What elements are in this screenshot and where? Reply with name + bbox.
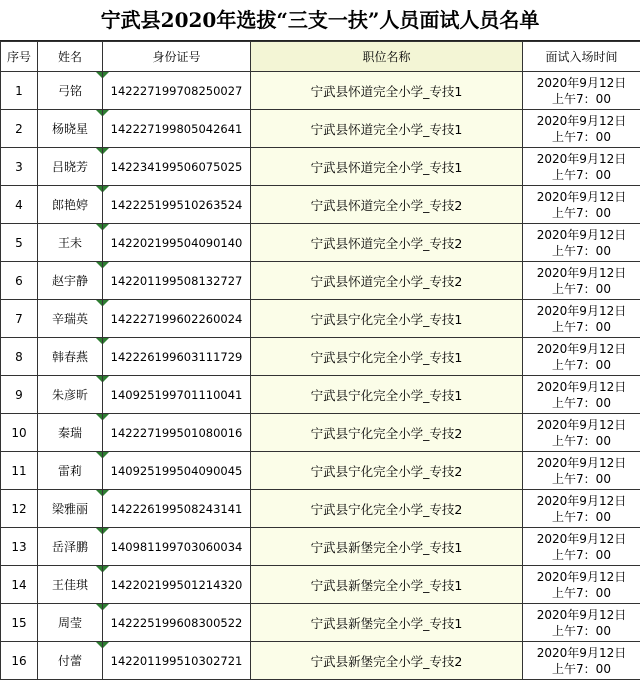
name-text: 赵宇静 [51,274,88,288]
id-text: 142202199501214320 [110,577,243,592]
entry-date: 2020年9月12日 [536,341,627,356]
cell-id-number [103,72,251,110]
name-text: 雷莉 [57,464,82,478]
comment-flag-icon [96,566,102,572]
cell-entry-time [523,452,640,490]
cell-id-number [103,414,251,452]
entry-clock: 上午7：00 [552,205,611,220]
entry-date: 2020年9月12日 [536,75,627,90]
cell-entry-time [523,414,640,452]
cell-entry-time [523,528,640,566]
cell-position: 宁武县宁化完全小学_专技2 [251,452,523,490]
entry-clock: 上午7：00 [552,319,611,334]
name-text: 韩春燕 [51,350,88,364]
table-row [1,224,640,262]
id-text: 140925199701110041 [110,387,243,402]
cell-entry-time [523,300,640,338]
cell-seq: 14 [1,566,38,604]
entry-date: 2020年9月12日 [536,531,627,546]
cell-entry-time [523,224,640,262]
cell-id-number [103,452,251,490]
text-number-flag-icon [103,72,109,78]
cell-name [38,148,103,186]
entry-date: 2020年9月12日 [536,151,627,166]
cell-position: 宁武县宁化完全小学_专技1 [251,338,523,376]
cell-entry-time [523,110,640,148]
name-text: 王未 [57,236,82,250]
cell-position: 宁武县怀道完全小学_专技1 [251,110,523,148]
name-text: 弓铭 [57,84,82,98]
name-text: 辛瑞英 [51,312,88,326]
table-row [1,490,640,528]
id-text: 142226199508243141 [110,501,243,516]
entry-date: 2020年9月12日 [536,455,627,470]
cell-name [38,566,103,604]
cell-name [38,72,103,110]
entry-date: 2020年9月12日 [536,569,627,584]
cell-entry-time [523,566,640,604]
entry-date: 2020年9月12日 [536,493,627,508]
text-number-flag-icon [103,414,109,420]
table-row [1,186,640,224]
cell-name [38,452,103,490]
text-number-flag-icon [103,110,109,116]
cell-name [38,376,103,414]
cell-id-number [103,110,251,148]
entry-clock: 上午7：00 [552,547,611,562]
cell-seq: 12 [1,490,38,528]
cell-name [38,604,103,642]
table-row [1,72,640,110]
cell-seq: 16 [1,642,38,680]
entry-clock: 上午7：00 [552,433,611,448]
cell-id-number [103,300,251,338]
cell-id-number [103,490,251,528]
cell-entry-time [523,604,640,642]
cell-seq: 15 [1,604,38,642]
id-text: 142225199510263524 [110,197,243,212]
table-row [1,452,640,490]
cell-id-number [103,262,251,300]
entry-date: 2020年9月12日 [536,379,627,394]
text-number-flag-icon [103,338,109,344]
comment-flag-icon [96,528,102,534]
text-number-flag-icon [103,186,109,192]
header-seq: 序号 [1,42,38,72]
cell-seq: 3 [1,148,38,186]
cell-name [38,528,103,566]
table-row [1,262,640,300]
comment-flag-icon [96,148,102,154]
id-text: 142202199504090140 [110,235,243,250]
interview-list-table [0,41,640,680]
name-text: 付蕾 [57,654,82,668]
entry-clock: 上午7：00 [552,281,611,296]
cell-entry-time [523,490,640,528]
comment-flag-icon [96,338,102,344]
cell-name [38,338,103,376]
entry-clock: 上午7：00 [552,509,611,524]
id-text: 142201199510302721 [110,653,243,668]
table-body [1,72,640,680]
page-title: 宁武县2020年选拔“三支一扶”人员面试人员名单 [0,0,640,41]
text-number-flag-icon [103,300,109,306]
entry-clock: 上午7：00 [552,357,611,372]
entry-clock: 上午7：00 [552,661,611,676]
name-text: 秦瑞 [57,426,82,440]
cell-position: 宁武县宁化完全小学_专技2 [251,414,523,452]
comment-flag-icon [96,376,102,382]
table-row [1,300,640,338]
name-text: 梁雅丽 [51,502,88,516]
header-name: 姓名 [38,42,103,72]
text-number-flag-icon [103,490,109,496]
name-text: 岳泽鹏 [51,540,88,554]
cell-name [38,490,103,528]
cell-id-number [103,148,251,186]
cell-position: 宁武县怀道完全小学_专技1 [251,148,523,186]
cell-entry-time [523,186,640,224]
entry-date: 2020年9月12日 [536,227,627,242]
cell-entry-time [523,376,640,414]
name-text: 周莹 [57,616,82,630]
entry-clock: 上午7：00 [552,167,611,182]
cell-name [38,414,103,452]
entry-date: 2020年9月12日 [536,607,627,622]
cell-name [38,224,103,262]
entry-date: 2020年9月12日 [536,265,627,280]
comment-flag-icon [96,490,102,496]
entry-clock: 上午7：00 [552,243,611,258]
table-row [1,110,640,148]
entry-clock: 上午7：00 [552,91,611,106]
cell-seq: 11 [1,452,38,490]
cell-name [38,300,103,338]
name-text: 王佳琪 [51,578,88,592]
cell-name [38,110,103,148]
table-row [1,642,640,680]
id-text: 142227199501080016 [110,425,243,440]
cell-position: 宁武县新堡完全小学_专技1 [251,528,523,566]
cell-seq: 13 [1,528,38,566]
id-text: 142227199708250027 [110,83,243,98]
id-text: 140925199504090045 [110,463,243,478]
comment-flag-icon [96,110,102,116]
name-text: 杨晓星 [51,122,88,136]
cell-id-number [103,566,251,604]
comment-flag-icon [96,414,102,420]
name-text: 郎艳婷 [51,198,88,212]
entry-clock: 上午7：00 [552,129,611,144]
text-number-flag-icon [103,566,109,572]
cell-entry-time [523,262,640,300]
text-number-flag-icon [103,452,109,458]
cell-name [38,186,103,224]
id-text: 142226199603111729 [110,349,243,364]
cell-position: 宁武县怀道完全小学_专技2 [251,262,523,300]
id-text: 142225199608300522 [110,615,243,630]
text-number-flag-icon [103,528,109,534]
comment-flag-icon [96,224,102,230]
comment-flag-icon [96,186,102,192]
header-entry-time: 面试入场时间 [523,42,640,72]
comment-flag-icon [96,452,102,458]
comment-flag-icon [96,604,102,610]
cell-name [38,262,103,300]
cell-entry-time [523,72,640,110]
id-text: 140981199703060034 [110,539,243,554]
cell-id-number [103,642,251,680]
text-number-flag-icon [103,642,109,648]
cell-position: 宁武县宁化完全小学_专技2 [251,490,523,528]
cell-id-number [103,604,251,642]
cell-seq: 9 [1,376,38,414]
entry-clock: 上午7：00 [552,585,611,600]
entry-date: 2020年9月12日 [536,645,627,660]
entry-date: 2020年9月12日 [536,303,627,318]
id-text: 142227199805042641 [110,121,243,136]
name-text: 吕晓芳 [51,160,88,174]
table-row [1,376,640,414]
table-row [1,566,640,604]
cell-position: 宁武县怀道完全小学_专技2 [251,186,523,224]
cell-seq: 10 [1,414,38,452]
table-header-row [1,42,640,72]
entry-clock: 上午7：00 [552,623,611,638]
comment-flag-icon [96,72,102,78]
cell-id-number [103,338,251,376]
table-row [1,528,640,566]
table-row [1,148,640,186]
cell-position: 宁武县怀道完全小学_专技2 [251,224,523,262]
entry-clock: 上午7：00 [552,395,611,410]
header-position: 职位名称 [251,42,523,72]
cell-position: 宁武县宁化完全小学_专技1 [251,300,523,338]
text-number-flag-icon [103,224,109,230]
text-number-flag-icon [103,148,109,154]
cell-seq: 2 [1,110,38,148]
name-text: 朱彦昕 [51,388,88,402]
cell-position: 宁武县怀道完全小学_专技1 [251,72,523,110]
header-id-number: 身份证号 [103,42,251,72]
cell-id-number [103,186,251,224]
cell-position: 宁武县宁化完全小学_专技1 [251,376,523,414]
cell-entry-time [523,148,640,186]
cell-id-number [103,376,251,414]
entry-date: 2020年9月12日 [536,113,627,128]
table-row [1,338,640,376]
comment-flag-icon [96,300,102,306]
cell-id-number [103,224,251,262]
cell-entry-time [523,338,640,376]
cell-seq: 4 [1,186,38,224]
cell-seq: 5 [1,224,38,262]
text-number-flag-icon [103,604,109,610]
id-text: 142234199506075025 [110,159,243,174]
comment-flag-icon [96,642,102,648]
cell-position: 宁武县新堡完全小学_专技1 [251,604,523,642]
id-text: 142227199602260024 [110,311,243,326]
cell-position: 宁武县新堡完全小学_专技2 [251,642,523,680]
cell-seq: 1 [1,72,38,110]
cell-entry-time [523,642,640,680]
cell-seq: 6 [1,262,38,300]
cell-name [38,642,103,680]
cell-id-number [103,528,251,566]
cell-seq: 8 [1,338,38,376]
table-row [1,414,640,452]
entry-date: 2020年9月12日 [536,189,627,204]
id-text: 142201199508132727 [110,273,243,288]
cell-seq: 7 [1,300,38,338]
text-number-flag-icon [103,376,109,382]
comment-flag-icon [96,262,102,268]
entry-clock: 上午7：00 [552,471,611,486]
entry-date: 2020年9月12日 [536,417,627,432]
table-row [1,604,640,642]
text-number-flag-icon [103,262,109,268]
cell-position: 宁武县新堡完全小学_专技1 [251,566,523,604]
